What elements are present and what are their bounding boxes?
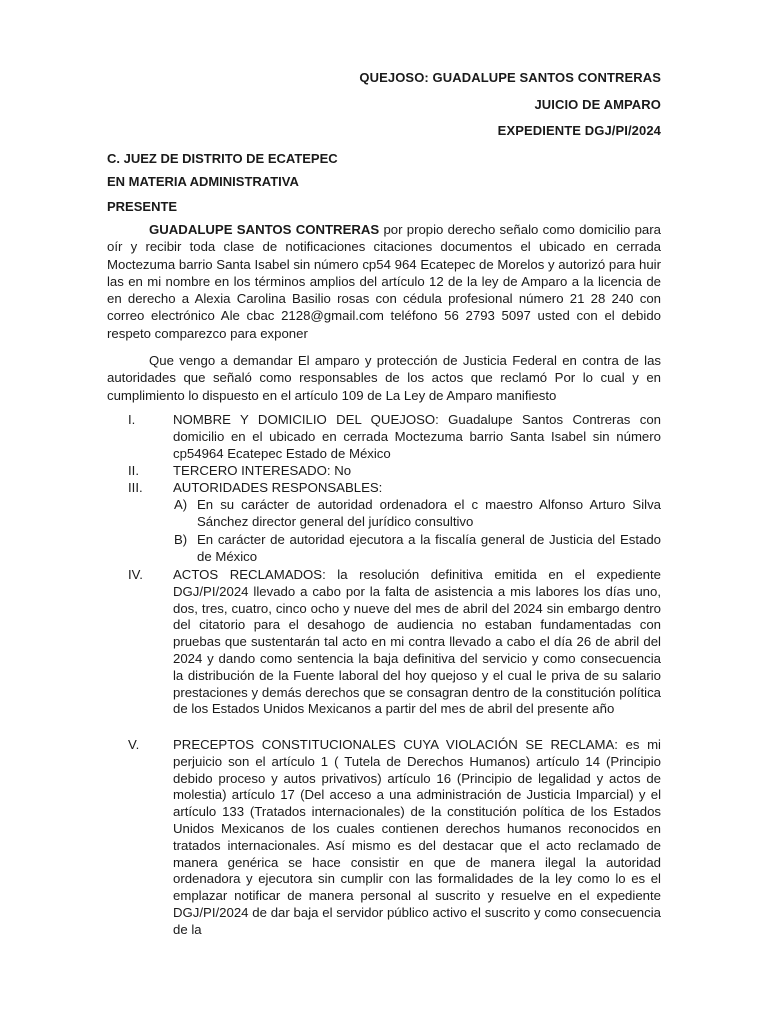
addressee-matter: EN MATERIA ADMINISTRATIVA — [107, 174, 299, 189]
intro-paragraph — [107, 221, 661, 342]
intro-name: GUADALUPE SANTOS CONTRERAS — [149, 222, 380, 237]
list-item-number: III. — [128, 480, 143, 495]
list-item-number: V. — [128, 737, 140, 752]
intro-text: por propio derecho señalo como domicilio para oír y recibir toda clase de notificaciones citaciones documentos el ubicado en cerrada Moctezuma barrio Santa Isabel sin número cp54 964 Ecatepec de Morelos y autorizó para huir las en mi nombre en los términos amplios del artículo 12 de la ley de Amparo a la licencia de en derecho a Alexia Carolina Basilio rosas con cédula profesional número 21 28 240 con correo electrónico Ale cbac 2128@gmail.com teléfono 56 2793 5097 usted con el debido respeto comparezco para exponer — [107, 222, 661, 341]
sub-item-text: En su carácter de autoridad ordenadora el c maestro Alfonso Arturo Silva Sánchez director general del jurídico consultivo — [197, 497, 661, 529]
demand-paragraph: Que vengo a demandar El amparo y protección de Justicia Federal en contra de las autoridades que señaló como responsables de los actos que reclamó Por lo cual y en cumplimiento lo dispuesto en el artículo 109 de La Ley de Amparo manifiesto — [107, 353, 661, 403]
list-item-number: II. — [128, 463, 139, 478]
header-juicio: JUICIO DE AMPARO — [534, 97, 661, 112]
header-quejoso: QUEJOSO: GUADALUPE SANTOS CONTRERAS — [359, 70, 661, 85]
list-item-text: TERCERO INTERESADO: No — [173, 463, 352, 478]
list-item-text: ACTOS RECLAMADOS: la resolución definitiva emitida en el expediente DGJ/PI/2024 llevado a cabo por la falta de asistencia a mis labores los días uno, dos, tres, cuatro, cinco ocho y nueve del mes de abril del 2024 sin embargo dentro del citatorio para el desahogo de audiencia no estaban fundamentadas con pruebas que sustentarán tal acto en mi contra llevado a cabo el día 26 de abril del 2024 y dando como sentencia la baja definitiva del servicio y como consecuencia la distribución de la Fuente laboral del hoy quejoso y el cual le priva de su salario prestaciones y demás derechos que se consagran dentro de la constitución política de los Estados Unidos Mexicanos a partir del mes de abril del presente año — [173, 567, 661, 717]
list-item-text: AUTORIDADES RESPONSABLES: — [173, 480, 383, 495]
list-item-number: I. — [128, 412, 136, 427]
sub-item-text: En carácter de autoridad ejecutora a la fiscalía general de Justicia del Estado de México — [197, 532, 661, 564]
header-expediente: EXPEDIENTE DGJ/PI/2024 — [497, 123, 661, 138]
list-item-number: IV. — [128, 567, 143, 582]
addressee-presente: PRESENTE — [107, 199, 178, 214]
sub-item-letter: A) — [174, 497, 188, 512]
addressee-judge: C. JUEZ DE DISTRITO DE ECATEPEC — [107, 151, 338, 166]
list-item-text: NOMBRE Y DOMICILIO DEL QUEJOSO: Guadalupe Santos Contreras con domicilio en el ubicado en cerrada Moctezuma barrio Santa Isabel sin número cp54964 Ecatepec Estado de México — [173, 412, 661, 461]
sub-item-letter: B) — [174, 532, 188, 547]
list-item-text: PRECEPTOS CONSTITUCIONALES CUYA VIOLACIÓN SE RECLAMA: es mi perjuicio son el artículo 1 ( Tutela de Derechos Humanos) artículo 14 (Principio debido proceso y autos privativos) artículo 16 (Principio de legalidad y actos de molestia) artículo 17 (Del acceso a una administración de Justicia Imparcial) y el artículo 133 (Tratados internacionales) de la constitución política de los Estados Unidos Mexicanos de los cuales contienen derechos humanos reconocidos en tratados internacionales. Así mismo es del destacar que el acto reclamado de manera genérica se hace consistir en que de manera ilegal la autoridad ordenadora y ejecutora sin cumplir con las formalidades de la ley como lo es el emplazar notificar de manera personal al suscrito y resuelve en el expediente DGJ/PI/2024 de dar baja el servidor público activo el suscrito y como consecuencia de la — [173, 737, 661, 937]
